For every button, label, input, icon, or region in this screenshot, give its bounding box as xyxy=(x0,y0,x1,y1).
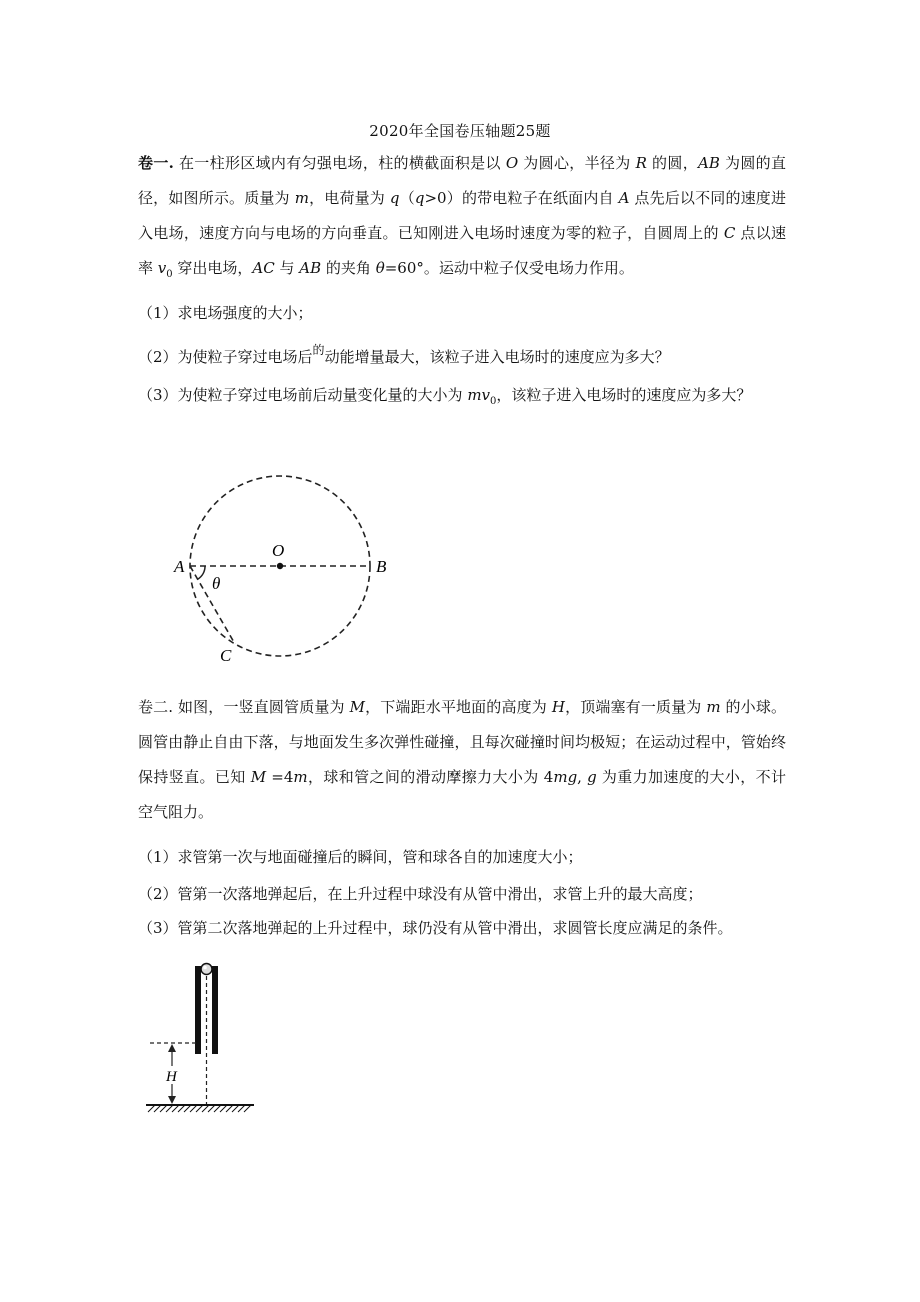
problem-2-question-1: （1）求管第一次与地面碰撞后的瞬间，管和球各自的加速度大小； xyxy=(138,848,583,866)
problem-1-question-1: （1）求电场强度的大小； xyxy=(138,304,313,322)
height-arrow-down xyxy=(168,1096,176,1104)
problem-1-question-3: （3）为使粒子穿过电场前后动量变化量的大小为 $mv_0$，该粒子进入电场时的速度应为多大？ xyxy=(138,386,752,407)
figure-circle-diagram xyxy=(160,470,420,670)
problem-2-statement: 卷二. 如图，一竖直圆管质量为 M，下端距水平地面的高度为 H，顶端塞有一质量为 m 的小球。圆管由静止自由下落，与地面发生多次弹性碰撞，且每次碰撞时间均极短；在运动过程中，管始终保持竖直。已知 M =4m，球和管之间的滑动摩擦力大小为 4mg, g 为重力加速度的大小，不计空气阻力。 xyxy=(138,698,786,821)
figure-tube-diagram xyxy=(140,955,265,1115)
problem-1-statement: 卷一. 在一柱形区域内有匀强电场，柱的横截面积是以 O 为圆心，半径为 R 的圆，AB 为圆的直径，如图所示。质量为 m，电荷量为 q（q>0）的带电粒子在纸面内自 A 点先后以不同的速度进入电场，速度方向与电场的方向垂直。已知刚进入电场时速度为零的粒子，自圆周上的 C 点以速率 $v_0$ 穿出电场，AC 与 AB 的夹角 θ=60°。运动中粒子仅受电场力作用。 xyxy=(138,154,786,280)
label-c: C xyxy=(220,646,232,665)
problem-1-question-2: （2）为使粒子穿过电场后$^的$动能增量最大，该粒子进入电场时的速度应为多大？ xyxy=(138,343,670,366)
tube-left-wall xyxy=(195,966,201,1054)
ground-hatching xyxy=(148,1105,251,1112)
label-o: O xyxy=(272,541,285,560)
ball xyxy=(201,964,212,975)
label-theta: θ xyxy=(212,574,221,593)
tube-right-wall xyxy=(212,966,218,1054)
problem-1-label: 卷一. xyxy=(138,154,174,172)
problem-2-question-2: （2）管第一次落地弹起后，在上升过程中球没有从管中滑出，求管上升的最大高度； xyxy=(138,885,703,903)
height-arrow-up xyxy=(168,1044,176,1052)
problem-2-question-3: （3）管第二次落地弹起的上升过程中，球仍没有从管中滑出，求圆管长度应满足的条件。 xyxy=(138,919,733,937)
angle-arc xyxy=(198,566,205,579)
ball-highlight xyxy=(203,966,207,970)
label-h: H xyxy=(166,1069,177,1085)
label-a: A xyxy=(174,557,185,576)
center-point-o xyxy=(277,563,283,569)
page-title: 2020年全国卷压轴题25题 xyxy=(369,122,551,140)
problem-2-label: 卷二. xyxy=(138,698,174,716)
label-b: B xyxy=(376,557,387,576)
